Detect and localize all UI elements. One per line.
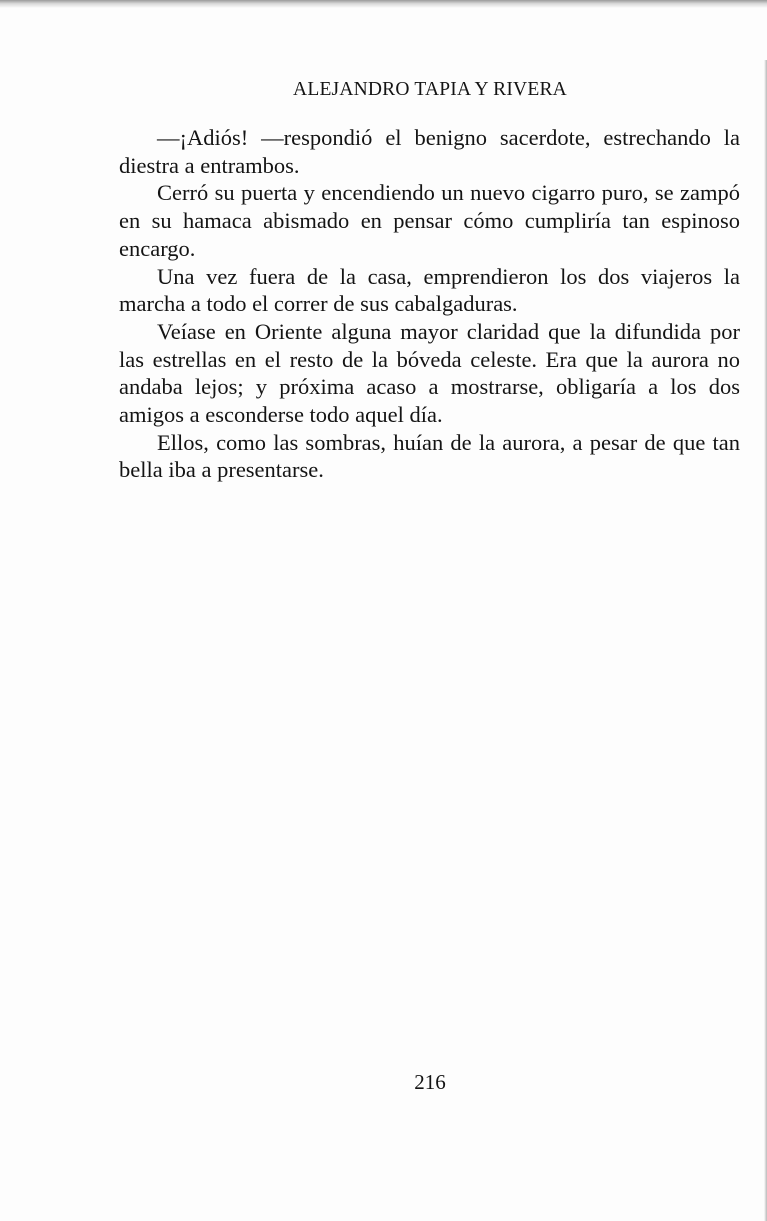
scan-top-shadow xyxy=(0,0,767,8)
paragraph: Cerró su puerta y encendiendo un nuevo cigarro puro, se zampó en su hamaca abismado en pensar cómo cumpliría tan espinoso encargo. xyxy=(119,180,740,261)
running-head: ALEJANDRO TAPIA Y RIVERA xyxy=(293,79,567,100)
paragraph: Una vez fuera de la casa, emprendieron los dos viajeros la marcha a todo el correr de sus cabalgaduras. xyxy=(119,263,740,317)
paragraph: Veíase en Oriente alguna mayor claridad que la difundida por las estrellas en el resto de la bóveda celeste. Era que la aurora no andaba lejos; y próxima acaso a mostrarse, obligaría a los dos amigos a esconderse todo aquel día. xyxy=(119,318,740,428)
paragraph: Ellos, como las sombras, huían de la aurora, a pesar de que tan bella iba a presentarse. xyxy=(119,429,740,483)
paragraph: —¡Adiós! —respondió el benigno sacerdote, estrechando la diestra a entrambos. xyxy=(119,125,740,178)
body-text xyxy=(119,124,740,484)
page-number: 216 xyxy=(414,1070,446,1094)
